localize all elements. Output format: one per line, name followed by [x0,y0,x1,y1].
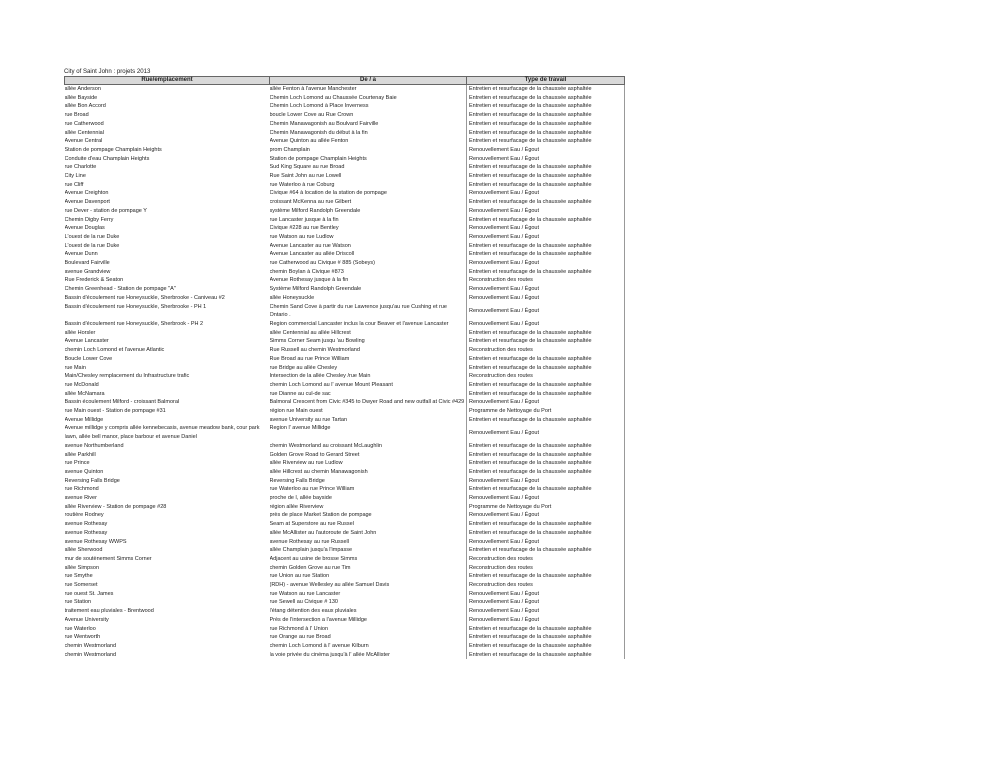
work-type-cell: Entretien et resurfacage de la chaussée asphaltée [467,329,625,338]
work-type-cell: Renouvellement Eau / Égout [467,259,625,268]
location-cell: Chemin Digby Ferry [64,216,114,223]
work-type-cell: Entretien et resurfacage de la chaussée asphaltée [467,520,625,529]
table-row [65,529,625,538]
work-type-cell: Entretien et resurfacage de la chaussée asphaltée [467,442,625,451]
location-cell: Chemin Greenhead - Station de pompage "A" [64,286,176,293]
table-row [65,242,625,251]
work-type-cell: Entretien et resurfacage de la chaussée asphaltée [467,642,625,651]
location-cell: rue Smythe [64,573,93,580]
from-to-cell: rue Watson au rue Ludlow [269,233,334,240]
table-row [65,207,625,216]
table-row [65,224,625,233]
location-cell: rue Main ouest - Station de pompage #31 [64,408,166,415]
work-type-cell: Entretien et resurfacage de la chaussée asphaltée [467,242,625,251]
from-to-cell: prom Champlain [269,146,310,153]
from-to-cell: Intersection de la allée Chesley /rue Main [269,373,371,380]
location-cell: chemin Westmorland [64,651,117,658]
table-row [65,120,625,129]
table-row [65,607,625,616]
location-cell: allée McNamara [64,390,105,397]
work-type-cell: Entretien et resurfacage de la chaussée asphaltée [467,546,625,555]
header-from-to: De / a [270,77,467,85]
from-to-cell: Chemin Manawagonish du début à la fin [269,129,368,136]
location-cell: avenue Rothesay WWPS [64,538,127,545]
location-cell: Avenue Millidge [64,416,104,423]
from-to-cell: allée Centennial au allée Hillcrest [269,329,351,336]
table-row [65,155,625,164]
work-type-cell: Reconstruction des routes [467,276,625,285]
from-to-cell: Chemin Manawagonish au Boulvard Fairville [269,120,379,127]
work-type-cell: Entretien et resurfacage de la chaussée asphaltée [467,268,625,277]
from-to-cell: la voie privée du cinéma jusqu'à l' allée McAllister [269,651,390,658]
from-to-cell: rue Waterloo à rue Coburg [269,181,335,188]
location-cell: mur de soutènement Simms Corner [64,555,152,562]
work-type-cell: Entretien et resurfacage de la chaussée asphaltée [467,459,625,468]
work-type-cell: Renouvellement Eau / Égout [467,598,625,607]
work-type-cell: Entretien et resurfacage de la chaussée asphaltée [467,250,625,259]
location-cell: allée Parkhill [64,451,96,458]
from-to-cell: Système Milford Randolph Greendale [269,286,362,293]
location-cell: allée Bon Accord [64,103,106,110]
location-cell: rue Cliff [64,181,84,188]
table-row [65,598,625,607]
from-to-cell: Rue Saint John au rue Lowell [269,173,342,180]
work-type-cell: Entretien et resurfacage de la chaussée asphaltée [467,468,625,477]
header-work-type: Type de travail [467,77,625,85]
work-type-cell: Renouvellement Eau / Égout [467,477,625,486]
work-type-cell: Renouvellement Eau / Égout [467,607,625,616]
from-to-cell: allée McAllister au l'autoroute de Saint John [269,529,377,536]
header-row [65,77,625,85]
location-cell: chemin Loch Lomond et l'avenue Atlantic [64,347,165,354]
location-cell: Avenue Davenport [64,199,110,206]
work-type-cell: Entretien et resurfacage de la chaussée asphaltée [467,633,625,642]
from-to-cell: chemin Loch Lomond à l' avenue Kilburn [269,643,369,649]
location-cell: L'ouest de la rue Duke [64,233,120,240]
from-to-cell: Reversing Falls Bridge [269,477,325,484]
from-to-cell: Region commercial Lancaster inclus la cour Beaver et l'avenue Lancaster [269,320,449,327]
from-to-cell: allée Riverview au rue Ludlow [269,460,343,467]
work-type-cell: Renouvellement Eau / Égout [467,294,625,303]
location-cell: Boulevard Fairville [64,260,110,267]
table-row [65,503,625,512]
location-cell: allée Simpson [64,564,100,571]
table-row [65,285,625,294]
work-type-cell: Renouvellement Eau / Égout [467,398,625,407]
table-row [65,329,625,338]
work-type-cell: Entretien et resurfacage de la chaussée asphaltée [467,416,625,425]
from-to-cell: croissant McKenna au rue Gilbert [269,199,352,206]
location-cell: Reversing Falls Bridge [64,477,120,484]
table-row [65,259,625,268]
location-cell: allée Riverview - Station de pompage #28 [64,503,167,510]
table-row [65,511,625,520]
work-type-cell: Entretien et resurfacage de la chaussée asphaltée [467,381,625,390]
work-type-cell: Entretien et resurfacage de la chaussée asphaltée [467,102,625,111]
location-cell: avenue Rothesay [64,529,108,536]
work-type-cell: Renouvellement Eau / Égout [467,285,625,294]
work-type-cell: Entretien et resurfacage de la chaussée asphaltée [467,94,625,103]
location-cell: rue Main [64,364,86,371]
work-type-cell: Renouvellement Eau / Égout [467,424,625,441]
location-cell: Avenue millidge y compris allée kennebecasis, avenue meadow bank, cour park lawn, allée bell manor, place barbour et avenue Daniel [64,425,260,441]
work-type-cell: Entretien et resurfacage de la chaussée asphaltée [467,163,625,172]
work-type-cell: Entretien et resurfacage de la chaussée asphaltée [467,451,625,460]
table-row [65,407,625,416]
work-type-cell: Entretien et resurfacage de la chaussée asphaltée [467,111,625,120]
from-to-cell: Seam at Superstore au rue Russel [269,521,354,528]
work-type-cell: Entretien et resurfacage de la chaussée asphaltée [467,129,625,138]
from-to-cell: chemin Loch Lomond au l' avenue Mount Pleasant [269,381,393,388]
location-cell: rue Somerset [64,582,98,589]
table-row [65,555,625,564]
location-cell: rue ouest St. James [64,590,114,597]
table-row [65,442,625,451]
from-to-cell: Civique #64 à location de la station de pompage [269,190,387,197]
from-to-cell: Adjacent au usine de brosse Simms [269,555,358,562]
from-to-cell: Avenue Quinton au allée Fenton [269,138,349,145]
table-row [65,398,625,407]
from-to-cell: rue Bridge au allée Chesley [269,364,338,371]
table-row [65,111,625,120]
table-row [65,468,625,477]
from-to-cell: (RDH) - avenue Wellesley au allée Samuel Davis [269,582,390,589]
from-to-cell: Avenue Lancaster au rue Watson [269,242,351,249]
from-to-cell: système Milford Randolph Greendale [269,207,361,214]
work-type-cell: Renouvellement Eau / Égout [467,616,625,625]
table-row [65,94,625,103]
work-type-cell: Programme de Nettoyage du Port [467,407,625,416]
table-row [65,633,625,642]
table-row [65,233,625,242]
work-type-cell: Renouvellement Eau / Égout [467,233,625,242]
from-to-cell: près de place Market Station de pompage [269,512,372,519]
work-type-cell: Renouvellement Eau / Égout [467,494,625,503]
from-to-cell: rue Catherwood au Civique # 885 (Sobeys) [269,260,375,267]
work-type-cell: Entretien et resurfacage de la chaussée asphaltée [467,485,625,494]
table-row [65,268,625,277]
location-cell: avenue River [64,495,97,502]
work-type-cell: Reconstruction des routes [467,581,625,590]
work-type-cell: Renouvellement Eau / Égout [467,590,625,599]
from-to-cell: rue Lancaster jusque à la fin [269,216,339,223]
location-cell: rue Catherwood [64,120,104,127]
location-cell: Avenue Douglas [64,225,105,232]
location-cell: Avenue Dunn [64,251,98,258]
location-cell: Avenue University [64,616,109,623]
location-cell: allée Anderson [64,86,101,92]
table-row [65,372,625,381]
from-to-cell: rue Sewell au Civique # 130 [269,599,338,606]
from-to-cell: Golden Grove Road to Gerard Street [269,451,360,458]
location-cell: Avenue Creighton [64,190,109,197]
location-cell: avenue Northumberland [64,442,124,449]
location-cell: Station de pompage Champlain Heights [64,146,162,153]
table-row [65,424,625,441]
work-type-cell: Entretien et resurfacage de la chaussée asphaltée [467,137,625,146]
from-to-cell: Rue Broad au rue Prince William [269,355,350,362]
table-row [65,216,625,225]
work-type-cell: Entretien et resurfacage de la chaussée asphaltée [467,85,625,94]
table-row [65,303,625,320]
table-row [65,581,625,590]
work-type-cell: Renouvellement Eau / Égout [467,189,625,198]
work-type-cell: Renouvellement Eau / Égout [467,303,625,320]
location-cell: Boucle Lower Cove [64,355,113,362]
work-type-cell: Entretien et resurfacage de la chaussée asphaltée [467,198,625,207]
from-to-cell: allée Fenton à l'avenue Manchester [269,86,357,92]
table-row [65,364,625,373]
work-type-cell: Entretien et resurfacage de la chaussée asphaltée [467,355,625,364]
location-cell: rue Broad [64,112,89,119]
table-row [65,355,625,364]
location-cell: avenue Grandview [64,268,111,275]
header-location: Rue/emplacement [65,77,270,85]
table-row [65,642,625,651]
from-to-cell: avenue Rothesay au rue Russell [269,538,349,545]
from-to-cell: Balmoral Crescent from Civic #345 to Dwyer Road and new outfall at Civic #429 [269,399,465,406]
from-to-cell: Chemin Loch Lomond au Chaussée Courtenay Baie [269,94,397,101]
work-type-cell: Renouvellement Eau / Égout [467,320,625,329]
location-cell: rue Richmond [64,486,99,493]
location-cell: City Line [64,173,86,180]
work-type-cell: Renouvellement Eau / Égout [467,155,625,164]
location-cell: allée Sherwood [64,547,103,554]
from-to-cell: boucle Lower Cove au Rue Crown [269,112,354,119]
from-to-cell: rue Union au rue Station [269,573,330,580]
table-row [65,146,625,155]
location-cell: Conduite d'eau Champlain Heights [64,155,150,162]
table-body [65,85,625,660]
work-type-cell: Entretien et resurfacage de la chaussée asphaltée [467,337,625,346]
table-row [65,494,625,503]
table-row [65,189,625,198]
from-to-cell: Rue Russell au chemin Westmorland [269,347,360,354]
location-cell: Avenue Lancaster [64,338,109,345]
work-type-cell: Renouvellement Eau / Égout [467,146,625,155]
table-row [65,625,625,634]
location-cell: avenue Rothesay [64,521,108,528]
from-to-cell: l'étang détention des eaux pluviales [269,608,357,615]
from-to-cell: Simms Corner Seam jusqu 'au Bowling [269,338,365,345]
location-cell: traitement eau pluviales - Brentwood [64,608,154,615]
from-to-cell: région rue Main ouest [269,408,323,415]
table-row [65,616,625,625]
from-to-cell: Avenue Rothesay jusque à la fin [269,277,349,284]
from-to-cell: Chemin Loch Lomond à Place Inverness [269,103,369,110]
work-type-cell: Renouvellement Eau / Égout [467,511,625,520]
location-cell: rue Waterloo [64,625,96,632]
work-type-cell: Renouvellement Eau / Égout [467,224,625,233]
from-to-cell: chemin Boylan à Civique #873 [269,268,344,275]
location-cell: rue Station [64,599,92,606]
table-row [65,416,625,425]
from-to-cell: rue Waterloo au rue Prince William [269,486,355,493]
location-cell: routière Rodney [64,512,104,519]
from-to-cell: Region l' avenue Millidge [269,425,331,432]
table-row [65,102,625,111]
from-to-cell: proche de l, allée bayside [269,495,332,502]
work-type-cell: Reconstruction des routes [467,372,625,381]
from-to-cell: chemin Westmorland au croissant McLaughlin [269,442,382,449]
from-to-cell: chemin Golden Grove au rue Tim [269,564,351,571]
from-to-cell: allée Hillcrest au chemin Manawagonish [269,468,368,475]
table-row [65,198,625,207]
projects-table [64,76,625,659]
table-row [65,390,625,399]
location-cell: rue Dever - station de pompage Y [64,207,147,214]
work-type-cell: Entretien et resurfacage de la chaussée asphaltée [467,390,625,399]
from-to-cell: rue Richmond à l' Union [269,625,329,632]
work-type-cell: Entretien et resurfacage de la chaussée asphaltée [467,572,625,581]
table-row [65,564,625,573]
location-cell: chemin Westmorland [64,643,117,649]
from-to-cell: rue Dianne au cul-de sac [269,390,331,397]
table-row [65,250,625,259]
location-cell: Bassin écoulement Milford - croissant Balmoral [64,399,180,406]
from-to-cell: région allée Riverview [269,503,324,510]
location-cell: allée Horsler [64,329,96,336]
table-row [65,172,625,181]
location-cell: allée Centennial [64,129,104,136]
table-row [65,572,625,581]
from-to-cell: Avenue Lancaster au allée Driscoll [269,251,355,258]
location-cell: allée Bayside [64,94,98,101]
location-cell: rue Wentworth [64,634,101,641]
table-row [65,651,625,660]
from-to-cell: avenue University au rue Tartan [269,416,348,423]
work-type-cell: Entretien et resurfacage de la chaussée asphaltée [467,364,625,373]
location-cell: Main/Chesley remplacement du Infrastructure trafic [64,373,190,380]
work-type-cell: Entretien et resurfacage de la chaussée asphaltée [467,172,625,181]
work-type-cell: Renouvellement Eau / Égout [467,207,625,216]
location-cell: Rue Frederick & Seaton [64,277,124,284]
work-type-cell: Entretien et resurfacage de la chaussée asphaltée [467,120,625,129]
table-row [65,381,625,390]
table-row [65,346,625,355]
table-row [65,590,625,599]
table-row [65,129,625,138]
work-type-cell: Entretien et resurfacage de la chaussée asphaltée [467,216,625,225]
table-row [65,451,625,460]
table-row [65,137,625,146]
table-row [65,276,625,285]
location-cell: rue Charlotte [64,164,97,171]
from-to-cell: rue Watson au rue Lancaster [269,590,341,597]
location-cell: Avenue Central [64,138,103,145]
work-type-cell: Reconstruction des routes [467,564,625,573]
table-row [65,294,625,303]
work-type-cell: Entretien et resurfacage de la chaussée asphaltée [467,529,625,538]
from-to-cell: rue Orange au rue Broad [269,634,331,641]
from-to-cell: Civique #228 au rue Bentley [269,225,339,232]
from-to-cell: Sud King Square au rue Broad [269,164,345,171]
location-cell: avenue Quinton [64,468,104,475]
work-type-cell: Reconstruction des routes [467,346,625,355]
location-cell: rue McDonald [64,381,99,388]
table-row [65,181,625,190]
table-row [65,320,625,329]
work-type-cell: Entretien et resurfacage de la chaussée asphaltée [467,181,625,190]
table-row [65,485,625,494]
table-row [65,520,625,529]
table-row [65,85,625,94]
from-to-cell: allée Champlain jusqu'a l'impasse [269,547,353,554]
from-to-cell: Près de l'intersection a l'avenue Millidge [269,616,367,623]
work-type-cell: Entretien et resurfacage de la chaussée asphaltée [467,651,625,660]
spreadsheet [64,68,624,659]
location-cell: Bassin d'écoulement rue Honeysuckle, Sherbrooke - Caniveau #2 [64,294,225,301]
work-type-cell: Renouvellement Eau / Égout [467,538,625,547]
table-row [65,538,625,547]
table-row [65,477,625,486]
table-row [65,546,625,555]
location-cell: rue Prince [64,460,90,467]
from-to-cell: Station de pompage Champlain Heights [269,155,367,162]
from-to-cell: Chemin Sand Cove à partir du rue Lawrence jusqu'au rue Cushing et rue Ontario . [269,303,447,319]
location-cell: Bassin d'écoulement rue Honeysuckle, Sherbrooke - PH 1 [64,303,207,310]
sheet-title: City of Saint John : projets 2013 [64,68,151,75]
table-row [65,163,625,172]
location-cell: Bassin d'écoulement rue Honeysuckle, Sherbrook - PH 2 [64,320,204,327]
location-cell: L'ouest de la rue Duke [64,242,120,249]
work-type-cell: Programme de Nettoyage du Port [467,503,625,512]
table-row [65,459,625,468]
work-type-cell: Reconstruction des routes [467,555,625,564]
from-to-cell: allée Honeysuckle [269,294,315,301]
table-row [65,337,625,346]
work-type-cell: Entretien et resurfacage de la chaussée asphaltée [467,625,625,634]
